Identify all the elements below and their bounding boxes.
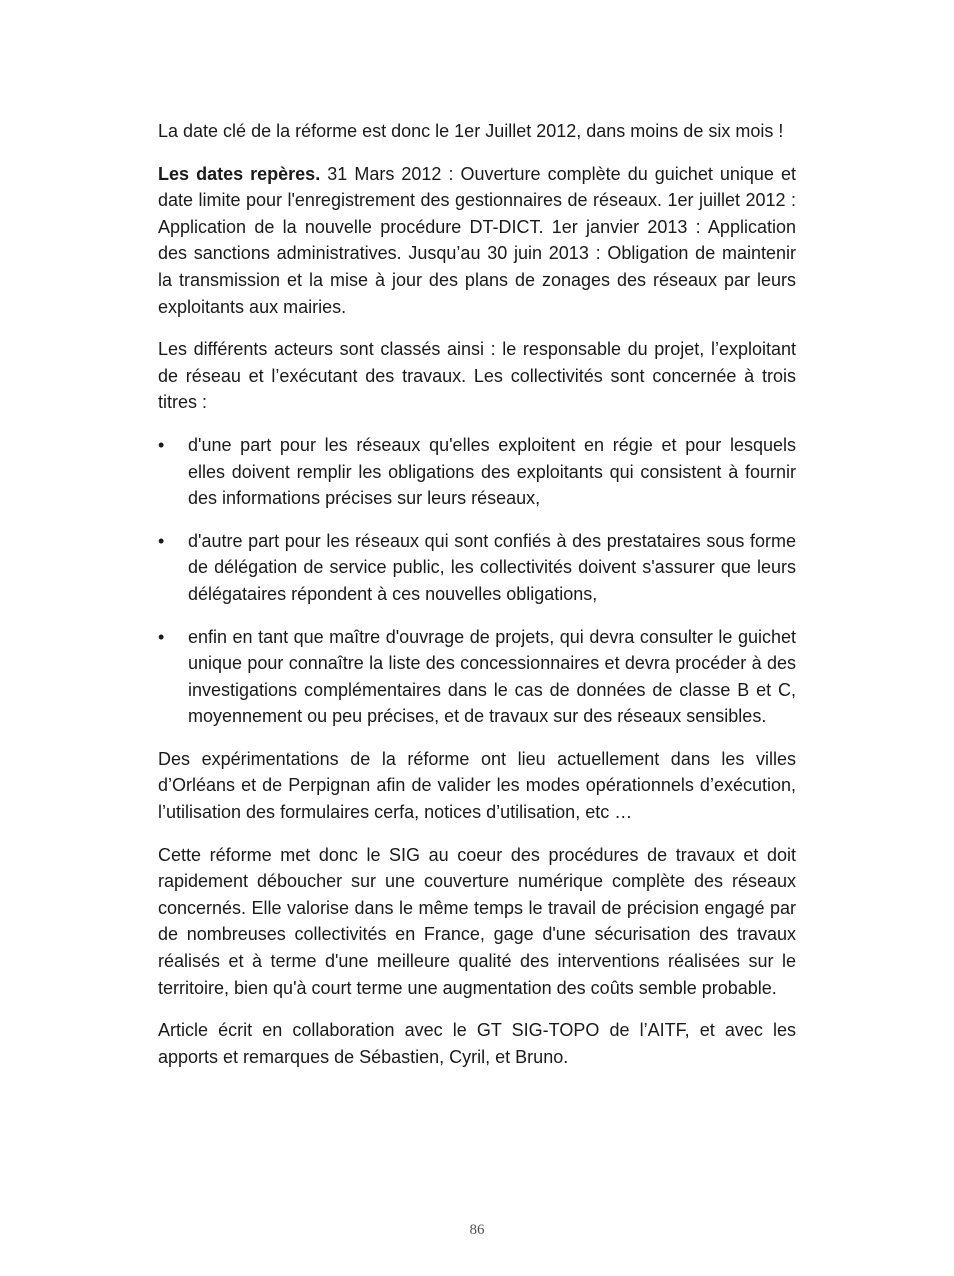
- page-number: 86: [469, 1222, 485, 1238]
- paragraph-credits: Article écrit en collaboration avec le GT SIG-TOPO de l’AITF, et avec les apports et remarques de Sébastien, Cyril, et Bruno.: [158, 1020, 796, 1067]
- bullet-icon: •: [158, 530, 165, 551]
- list-item-text: enfin en tant que maître d'ouvrage de projets, qui devra consulter le guichet unique pour connaître la liste des concessionnaires et devra procéder à des investigations complémentaires dans le cas de données de classe B et C, moyennement ou peu précises, et de travaux sur des réseaux sensibles.: [188, 626, 796, 727]
- paragraph-key-dates: [158, 161, 796, 321]
- list-item: [158, 528, 796, 608]
- paragraph-actors: Les différents acteurs sont classés ainsi : le responsable du projet, l’exploitant de réseau et l’exécutant des travaux. Les collectivités sont concernée à trois titres :: [158, 339, 796, 413]
- list-item-text: d'autre part pour les réseaux qui sont confiés à des prestataires sous forme de délégation de service public, les collectivités doivent s'assurer que leurs délégataires répondent à ces nouvelles obligations,: [188, 530, 796, 604]
- paragraph-key-dates-body: 31 Mars 2012 : Ouverture complète du guichet unique et date limite pour l'enregistrement des gestionnaires de réseaux. 1er juillet 2012 : Application de la nouvelle procédure DT-DICT. 1er janvier 2013 : Application des sanctions administratives. Jusqu’au 30 juin 2013 : Obligation de maintenir la transmission et la mise à jour des plans de zonages des réseaux par leurs exploitants aux mairies.: [158, 163, 796, 317]
- paragraph-key-date: La date clé de la réforme est donc le 1er Juillet 2012, dans moins de six mois !: [158, 121, 784, 141]
- paragraph-lead-heading: Les dates repères.: [158, 163, 321, 184]
- list-item: [158, 432, 796, 512]
- page-body: [158, 118, 796, 1086]
- paragraph-experiments: Des expérimentations de la réforme ont lieu actuellement dans les villes d’Orléans et de Perpignan afin de valider les modes opérationnels d’exécution, l’utilisation des formulaires cerfa, notices d’utilisation, etc …: [158, 748, 796, 823]
- bullet-icon: •: [158, 434, 165, 455]
- list-item-text: d'une part pour les réseaux qu'elles exploitent en régie et pour lesquels elles doivent remplir les obligations des exploitants qui consistent à fournir des informations précises sur leurs réseaux,: [188, 434, 796, 509]
- paragraph-conclusion: Cette réforme met donc le SIG au coeur des procédures de travaux et doit rapidement déboucher sur une couverture numérique complète des réseaux concernés. Elle valorise dans le même temps le travail de précision engagé par de nombreuses collectivités en France, gage d'une sécurisation des travaux réalisés et à terme d'une meilleure qualité des interventions réalisées sur le territoire, bien qu'à court terme une augmentation des coûts semble probable.: [158, 844, 796, 998]
- list-item: [158, 624, 796, 730]
- bullet-list: [158, 432, 796, 730]
- bullet-icon: •: [158, 626, 165, 647]
